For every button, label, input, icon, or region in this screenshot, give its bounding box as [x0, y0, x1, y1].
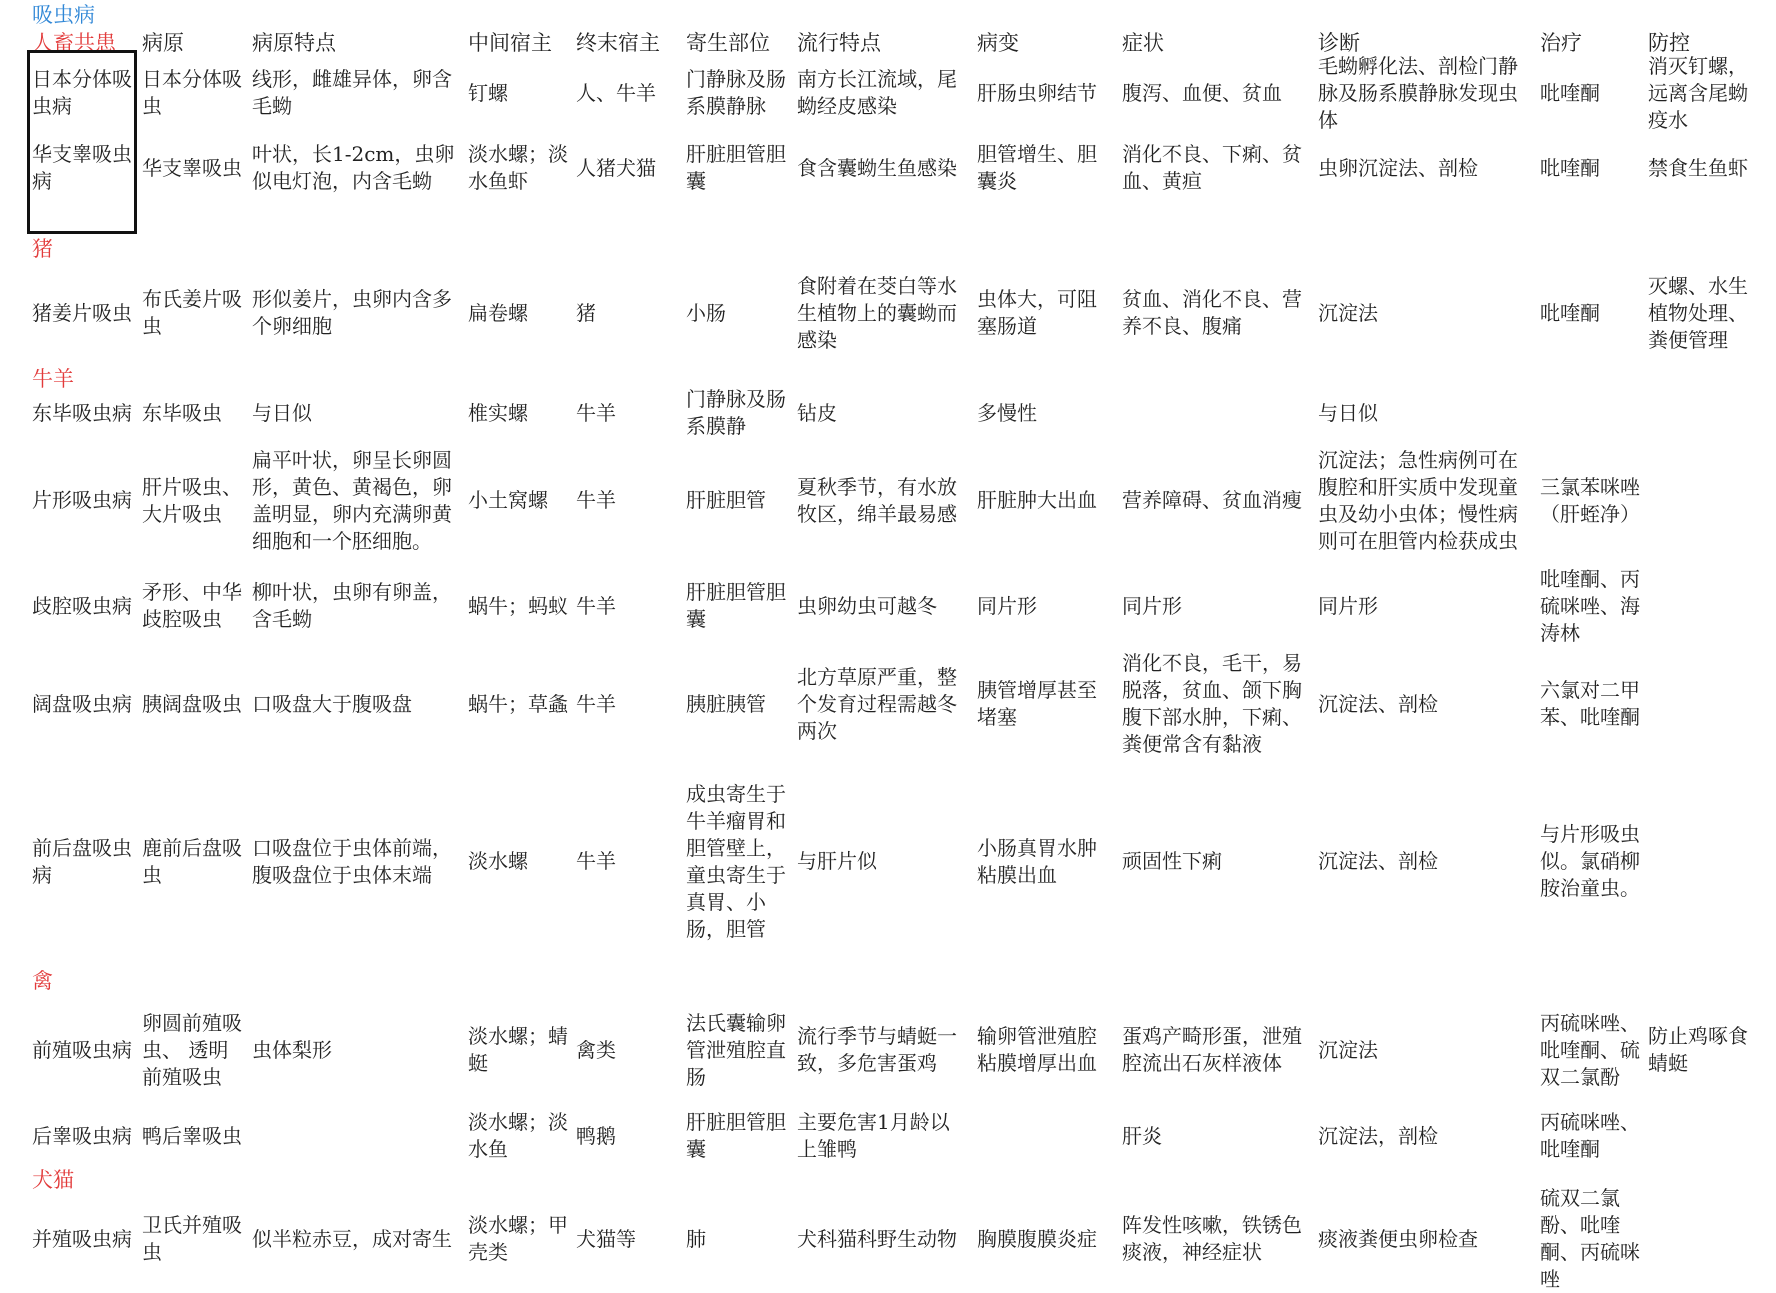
cell-lesions[interactable]	[977, 1194, 1115, 1284]
cell-text: 小肠真胃水肿粘膜出血	[977, 835, 1097, 887]
cell-text: 夏秋季节，有水放牧区，绵羊最易感	[797, 474, 957, 526]
cell-text: 沉淀法、剖检	[1318, 849, 1438, 873]
cell-text: 门静脉及肠系膜静	[686, 387, 786, 438]
cell-text: 日本分体吸虫病	[32, 67, 132, 118]
cell-treatment[interactable]	[1540, 263, 1642, 363]
cell-pathogen-features[interactable]	[252, 1194, 458, 1284]
cell-lesions[interactable]	[977, 129, 1115, 207]
cell-text: 沉淀法；急性病例可在腹腔和肝实质中发现童虫及幼小虫体；慢性病则可在胆管内检获成虫	[1318, 447, 1518, 553]
cell-text: 成虫寄生于牛羊瘤胃和胆管壁上，童虫寄生于真胃、小肠，胆管	[686, 781, 786, 941]
cell-lesions[interactable]	[977, 764, 1115, 959]
cell-text: 片形吸虫病	[32, 488, 132, 512]
cell-intermediate-host[interactable]	[468, 1194, 568, 1284]
cell-text: 门静脉及肠系膜静脉	[686, 67, 786, 118]
cell-text: 丙硫咪唑、吡喹酮、硫双二氯酚	[1540, 1010, 1640, 1089]
cell-text: 三氯苯咪唑（肝蛭净）	[1540, 474, 1640, 526]
cell-text: 淡水螺；淡水鱼虾	[468, 142, 568, 193]
cell-parasitic-site[interactable]	[686, 995, 790, 1105]
cell-text: 小肠	[686, 300, 726, 325]
cell-diagnosis[interactable]	[1318, 263, 1528, 363]
table-row	[0, 433, 1776, 568]
cell-pathogen[interactable]	[142, 129, 248, 207]
cell-text: 多慢性	[977, 400, 1037, 425]
cell-pathogen[interactable]	[142, 1105, 248, 1167]
cell-treatment[interactable]	[1540, 764, 1642, 959]
cell-parasitic-site[interactable]	[686, 433, 790, 568]
cell-parasitic-site[interactable]	[686, 263, 790, 363]
cell-text: 并殖吸虫病	[32, 1226, 132, 1251]
cell-text: 肝片吸虫、大片吸虫	[142, 474, 242, 526]
cell-symptoms[interactable]	[1122, 568, 1314, 644]
cell-symptoms[interactable]	[1122, 995, 1314, 1105]
table-row	[0, 644, 1776, 764]
cell-definitive-host[interactable]	[576, 433, 680, 568]
cell-epidemiology[interactable]	[797, 764, 967, 959]
table-row	[0, 129, 1776, 207]
cell-text: 虫体梨形	[252, 1037, 332, 1062]
cell-epidemiology[interactable]	[797, 568, 967, 644]
cell-text: 猪	[576, 300, 596, 325]
cell-text: 形似姜片，虫卵内含多个卵细胞	[252, 287, 452, 338]
cell-parasitic-site[interactable]	[686, 129, 790, 207]
cell-diagnosis[interactable]	[1318, 433, 1528, 568]
cell-intermediate-host[interactable]	[468, 568, 568, 644]
cell-text: 吡喹酮	[1540, 155, 1600, 180]
header-pathogen-features: 病原特点	[252, 31, 336, 55]
cell-text: 蛋鸡产畸形蛋，泄殖腔流出石灰样液体	[1122, 1024, 1302, 1075]
cell-definitive-host[interactable]	[576, 263, 680, 363]
cell-text: 肝脏肿大出血	[977, 488, 1097, 512]
cell-text: 虫卵幼虫可越冬	[797, 593, 937, 618]
cell-lesions[interactable]	[977, 995, 1115, 1105]
cell-definitive-host[interactable]	[576, 568, 680, 644]
cell-disease[interactable]	[32, 568, 140, 644]
cell-text: 同片形	[977, 593, 1037, 618]
cell-definitive-host[interactable]	[576, 57, 680, 129]
cell-text: 与日似	[1318, 400, 1378, 425]
table-row	[0, 568, 1776, 644]
cell-pathogen[interactable]	[142, 1194, 248, 1284]
cell-text: 顽固性下痢	[1122, 849, 1222, 873]
cell-text: 鸭鹅	[576, 1123, 616, 1148]
cell-text: 腹泻、血便、贫血	[1122, 80, 1282, 105]
header-intermediate-host: 中间宿主	[468, 31, 552, 55]
cell-text: 胰脏胰管	[686, 691, 766, 716]
cell-text: 与肝片似	[797, 849, 877, 873]
cell-diagnosis[interactable]	[1318, 1194, 1528, 1284]
cell-definitive-host[interactable]	[576, 644, 680, 764]
cell-text: 沉淀法	[1318, 1037, 1378, 1062]
table-row	[0, 995, 1776, 1105]
header-prevention: 防控	[1648, 31, 1690, 55]
cell-disease[interactable]	[32, 1194, 140, 1284]
cell-text: 鹿前后盘吸虫	[142, 835, 242, 887]
cell-text: 阵发性咳嗽，铁锈色痰液，神经症状	[1122, 1213, 1302, 1264]
cell-pathogen[interactable]	[142, 995, 248, 1105]
cell-text: 沉淀法	[1318, 300, 1378, 325]
cell-text: 东毕吸虫	[142, 400, 222, 425]
cell-text: 硫双二氯酚、吡喹酮、丙硫咪唑	[1540, 1186, 1640, 1291]
cell-symptoms[interactable]	[1122, 263, 1314, 363]
cell-intermediate-host[interactable]	[468, 263, 568, 363]
cell-definitive-host[interactable]	[576, 393, 680, 433]
cell-symptoms[interactable]	[1122, 644, 1314, 764]
cell-symptoms[interactable]	[1122, 764, 1314, 959]
cell-pathogen-features[interactable]	[252, 1105, 458, 1167]
cell-pathogen[interactable]	[142, 644, 248, 764]
cell-lesions[interactable]	[977, 568, 1115, 644]
cell-prevention[interactable]	[1648, 53, 1748, 132]
cell-diagnosis[interactable]	[1318, 995, 1528, 1105]
cell-text: 淡水螺	[468, 849, 528, 873]
table-row	[0, 263, 1776, 363]
cell-text: 椎实螺	[468, 400, 528, 425]
cell-pathogen-features[interactable]	[252, 393, 458, 433]
cell-pathogen[interactable]	[142, 764, 248, 959]
cell-definitive-host[interactable]	[576, 1194, 680, 1284]
cell-text: 钻皮	[797, 400, 837, 425]
cell-text: 同片形	[1318, 593, 1378, 618]
cell-disease[interactable]	[32, 764, 140, 959]
cell-intermediate-host[interactable]	[468, 57, 568, 129]
header-epidemiology: 流行特点	[797, 31, 881, 55]
cell-symptoms[interactable]	[1122, 1105, 1314, 1167]
cell-text: 输卵管泄殖腔粘膜增厚出血	[977, 1024, 1097, 1075]
cell-text: 南方长江流域，尾蚴经皮感染	[797, 67, 957, 118]
cell-text: 肝脏胆管胆囊	[686, 1110, 786, 1161]
cell-parasitic-site[interactable]	[686, 1194, 790, 1284]
cell-text: 扁卷螺	[468, 300, 528, 325]
cell-text: 营养障碍、贫血消瘦	[1122, 488, 1302, 512]
cell-prevention[interactable]	[1648, 644, 1748, 764]
cell-text: 丙硫咪唑、吡喹酮	[1540, 1110, 1640, 1161]
cell-diagnosis[interactable]	[1318, 644, 1528, 764]
cell-disease[interactable]	[32, 433, 140, 568]
cell-text: 日本分体吸虫	[142, 67, 242, 118]
cell-epidemiology[interactable]	[797, 129, 967, 207]
cell-prevention[interactable]	[1648, 129, 1748, 207]
cell-text: 肝炎	[1122, 1123, 1162, 1148]
cell-epidemiology[interactable]	[797, 393, 967, 433]
sheet-title: 吸虫病	[32, 3, 95, 27]
header-symptoms: 症状	[1122, 31, 1164, 55]
cell-pathogen[interactable]	[142, 57, 248, 129]
cell-treatment[interactable]	[1540, 644, 1642, 764]
cell-text: 与片形吸虫似。氯硝柳胺治童虫。	[1540, 822, 1640, 900]
cell-text: 胆管增生、胆囊炎	[977, 142, 1097, 193]
cell-text: 消化不良，毛干，易脱落，贫血、颌下胸腹下部水肿，下痢、粪便常含有黏液	[1122, 651, 1302, 756]
cell-definitive-host[interactable]	[576, 129, 680, 207]
section-title: 猪	[32, 237, 53, 261]
cell-prevention[interactable]	[1648, 568, 1748, 644]
cell-prevention[interactable]	[1648, 1194, 1748, 1284]
header-pathogen: 病原	[142, 31, 184, 55]
cell-diagnosis[interactable]	[1318, 53, 1528, 132]
cell-text: 虫卵沉淀法、剖检	[1318, 155, 1478, 180]
cell-text: 食附着在茭白等水生植物上的囊蚴而感染	[797, 273, 957, 352]
header-diagnosis: 诊断	[1318, 31, 1360, 55]
cell-epidemiology[interactable]	[797, 1105, 967, 1167]
cell-disease[interactable]	[32, 129, 140, 207]
cell-text: 淡水螺；甲壳类	[468, 1213, 568, 1264]
cell-text: 扁平叶状，卵呈长卵圆形，黄色、黄褐色，卵盖明显，卵内充满卵黄细胞和一个胚细胞。	[252, 447, 452, 553]
cell-text: 淡水螺；淡水鱼	[468, 1110, 568, 1161]
cell-text: 线形，雌雄异体，卵含毛蚴	[252, 67, 452, 118]
cell-diagnosis[interactable]	[1318, 1105, 1528, 1167]
cell-disease[interactable]	[32, 263, 140, 363]
cell-pathogen-features[interactable]	[252, 764, 458, 959]
cell-parasitic-site[interactable]	[686, 764, 790, 959]
cell-symptoms[interactable]	[1122, 1194, 1314, 1284]
cell-prevention[interactable]	[1648, 764, 1748, 959]
cell-text: 人猪犬猫	[576, 155, 656, 180]
cell-intermediate-host[interactable]	[468, 644, 568, 764]
table-row	[0, 1105, 1776, 1167]
cell-text: 淡水螺；蜻蜓	[468, 1024, 568, 1075]
table-row	[0, 764, 1776, 959]
cell-disease[interactable]	[32, 1105, 140, 1167]
cell-text: 胰管增厚甚至堵塞	[977, 678, 1097, 729]
cell-text: 沉淀法，剖检	[1318, 1123, 1438, 1148]
cell-text: 防止鸡啄食蜻蜓	[1648, 1024, 1748, 1075]
cell-text: 沉淀法、剖检	[1318, 691, 1438, 716]
cell-pathogen[interactable]	[142, 393, 248, 433]
cell-pathogen[interactable]	[142, 433, 248, 568]
cell-text: 小土窝螺	[468, 488, 548, 512]
section-title: 牛羊	[32, 367, 74, 391]
cell-text: 贫血、消化不良、营养不良、腹痛	[1122, 287, 1302, 338]
cell-text: 肝脏胆管胆囊	[686, 142, 786, 193]
cell-treatment[interactable]	[1540, 995, 1642, 1105]
cell-epidemiology[interactable]	[797, 1194, 967, 1284]
cell-pathogen-features[interactable]	[252, 263, 458, 363]
cell-diagnosis[interactable]	[1318, 568, 1528, 644]
cell-pathogen-features[interactable]	[252, 433, 458, 568]
cell-text: 鸭后睾吸虫	[142, 1123, 242, 1148]
cell-text: 肝脏胆管胆囊	[686, 580, 786, 631]
section-title: 犬猫	[32, 1168, 74, 1192]
cell-text: 前后盘吸虫病	[32, 835, 132, 887]
cell-intermediate-host[interactable]	[468, 433, 568, 568]
cell-epidemiology[interactable]	[797, 433, 967, 568]
cell-disease[interactable]	[32, 57, 140, 129]
cell-pathogen-features[interactable]	[252, 644, 458, 764]
cell-treatment[interactable]	[1540, 568, 1642, 644]
cell-epidemiology[interactable]	[797, 57, 967, 129]
header-definitive-host: 终末宿主	[576, 31, 660, 55]
cell-text: 胸膜腹膜炎症	[977, 1226, 1097, 1251]
cell-text: 痰液粪便虫卵检查	[1318, 1226, 1478, 1251]
cell-epidemiology[interactable]	[797, 644, 967, 764]
cell-disease[interactable]	[32, 393, 140, 433]
cell-diagnosis[interactable]	[1318, 129, 1528, 207]
cell-pathogen-features[interactable]	[252, 57, 458, 129]
cell-pathogen-features[interactable]	[252, 129, 458, 207]
cell-parasitic-site[interactable]	[686, 568, 790, 644]
cell-lesions[interactable]	[977, 57, 1115, 129]
cell-intermediate-host[interactable]	[468, 129, 568, 207]
cell-pathogen[interactable]	[142, 263, 248, 363]
table-row	[0, 53, 1776, 132]
cell-text: 吡喹酮	[1540, 300, 1600, 325]
cell-text: 流行季节与蜻蜓一致，多危害蛋鸡	[797, 1024, 957, 1075]
cell-text: 卵圆前殖吸虫、 透明前殖吸虫	[142, 1010, 242, 1089]
cell-text: 蜗牛；蚂蚁	[468, 593, 568, 618]
cell-text: 六氯对二甲苯、吡喹酮	[1540, 678, 1640, 729]
header-disease: 人畜共患	[32, 31, 116, 55]
cell-text: 北方草原严重，整个发育过程需越冬两次	[797, 664, 957, 743]
cell-epidemiology[interactable]	[797, 263, 967, 363]
cell-definitive-host[interactable]	[576, 764, 680, 959]
cell-lesions[interactable]	[977, 433, 1115, 568]
cell-disease[interactable]	[32, 995, 140, 1105]
cell-treatment[interactable]	[1540, 433, 1642, 568]
cell-disease[interactable]	[32, 644, 140, 764]
cell-text: 消灭钉螺，远离含尾蚴疫水	[1648, 53, 1748, 132]
cell-pathogen-features[interactable]	[252, 995, 458, 1105]
cell-text: 矛形、中华歧腔吸虫	[142, 580, 242, 631]
cell-epidemiology[interactable]	[797, 995, 967, 1105]
cell-diagnosis[interactable]	[1318, 764, 1528, 959]
cell-intermediate-host[interactable]	[468, 393, 568, 433]
cell-text: 牛羊	[576, 400, 616, 425]
cell-intermediate-host[interactable]	[468, 764, 568, 959]
cell-text: 牛羊	[576, 849, 616, 873]
cell-text: 禁食生鱼虾	[1648, 155, 1748, 180]
cell-lesions[interactable]	[977, 644, 1115, 764]
cell-lesions[interactable]	[977, 263, 1115, 363]
cell-parasitic-site[interactable]	[686, 1105, 790, 1167]
cell-text: 灭螺、水生植物处理、粪便管理	[1648, 273, 1748, 352]
cell-text: 钉螺	[468, 80, 508, 105]
cell-treatment[interactable]	[1540, 1105, 1642, 1167]
cell-text: 华支睾吸虫病	[32, 142, 132, 193]
cell-text: 猪姜片吸虫	[32, 300, 132, 325]
table-row	[0, 387, 1776, 438]
cell-pathogen[interactable]	[142, 568, 248, 644]
cell-parasitic-site[interactable]	[686, 57, 790, 129]
cell-text: 叶状，长1-2cm，虫卵似电灯泡，内含毛蚴	[252, 142, 455, 193]
cell-text: 似半粒赤豆，成对寄生	[252, 1226, 452, 1251]
cell-prevention[interactable]	[1648, 393, 1748, 433]
cell-text: 毛蚴孵化法、剖检门静脉及肠系膜静脉发现虫体	[1318, 53, 1518, 132]
cell-definitive-host[interactable]	[576, 995, 680, 1105]
cell-symptoms[interactable]	[1122, 129, 1314, 207]
cell-text: 牛羊	[576, 691, 616, 716]
cell-text: 肝脏胆管	[686, 488, 766, 512]
cell-text: 犬科猫科野生动物	[797, 1226, 957, 1251]
cell-prevention[interactable]	[1648, 995, 1748, 1105]
cell-text: 牛羊	[576, 593, 616, 618]
cell-text: 犬猫等	[576, 1226, 636, 1251]
cell-text: 口吸盘大于腹吸盘	[252, 691, 412, 716]
cell-prevention[interactable]	[1648, 433, 1748, 568]
cell-lesions[interactable]	[977, 393, 1115, 433]
cell-diagnosis[interactable]	[1318, 393, 1528, 433]
cell-treatment[interactable]	[1540, 393, 1642, 433]
cell-parasitic-site[interactable]	[686, 644, 790, 764]
table-row	[0, 1186, 1776, 1291]
cell-text: 柳叶状，虫卵有卵盖，含毛蚴	[252, 580, 452, 631]
cell-lesions[interactable]	[977, 1105, 1115, 1167]
header-treatment: 治疗	[1540, 31, 1582, 55]
cell-text: 胰阔盘吸虫	[142, 691, 242, 716]
cell-text: 吡喹酮	[1540, 80, 1600, 105]
cell-symptoms[interactable]	[1122, 57, 1314, 129]
cell-text: 华支睾吸虫	[142, 155, 242, 180]
cell-text: 口吸盘位于虫体前端，腹吸盘位于虫体末端	[252, 835, 452, 887]
cell-prevention[interactable]	[1648, 263, 1748, 363]
cell-intermediate-host[interactable]	[468, 1105, 568, 1167]
cell-definitive-host[interactable]	[576, 1105, 680, 1167]
cell-text: 消化不良、下痢、贫血、黄疸	[1122, 142, 1302, 193]
cell-text: 与日似	[252, 400, 312, 425]
section-title: 禽	[32, 969, 53, 993]
header-parasitic-site: 寄生部位	[686, 31, 770, 55]
cell-text: 后睾吸虫病	[32, 1123, 132, 1148]
cell-text: 歧腔吸虫病	[32, 593, 132, 618]
cell-text: 禽类	[576, 1037, 616, 1062]
cell-symptoms[interactable]	[1122, 393, 1314, 433]
cell-treatment[interactable]	[1540, 1186, 1642, 1291]
cell-text: 吡喹酮、丙硫咪唑、海涛林	[1540, 566, 1640, 645]
cell-text: 牛羊	[576, 488, 616, 512]
cell-intermediate-host[interactable]	[468, 995, 568, 1105]
cell-treatment[interactable]	[1540, 129, 1642, 207]
cell-text: 虫体大，可阻塞肠道	[977, 287, 1097, 338]
cell-pathogen-features[interactable]	[252, 568, 458, 644]
cell-text: 东毕吸虫病	[32, 400, 132, 425]
cell-prevention[interactable]	[1648, 1105, 1748, 1167]
cell-text: 卫氏并殖吸虫	[142, 1213, 242, 1264]
cell-text: 人、牛羊	[576, 80, 656, 105]
cell-treatment[interactable]	[1540, 57, 1642, 129]
cell-text: 法氏囊输卵管泄殖腔直肠	[686, 1010, 786, 1089]
cell-parasitic-site[interactable]	[686, 387, 790, 438]
cell-text: 食含囊蚴生鱼感染	[797, 155, 957, 180]
header-lesions: 病变	[977, 31, 1019, 55]
cell-text: 前殖吸虫病	[32, 1037, 132, 1062]
cell-text: 蜗牛；草螽	[468, 691, 568, 716]
cell-text: 布氏姜片吸虫	[142, 287, 242, 338]
cell-text: 主要危害1月龄以上雏鸭	[797, 1110, 950, 1161]
cell-text: 阔盘吸虫病	[32, 691, 132, 716]
cell-text: 肝肠虫卵结节	[977, 80, 1097, 105]
cell-text: 同片形	[1122, 593, 1182, 618]
cell-text: 肺	[686, 1226, 706, 1251]
cell-symptoms[interactable]	[1122, 433, 1314, 568]
